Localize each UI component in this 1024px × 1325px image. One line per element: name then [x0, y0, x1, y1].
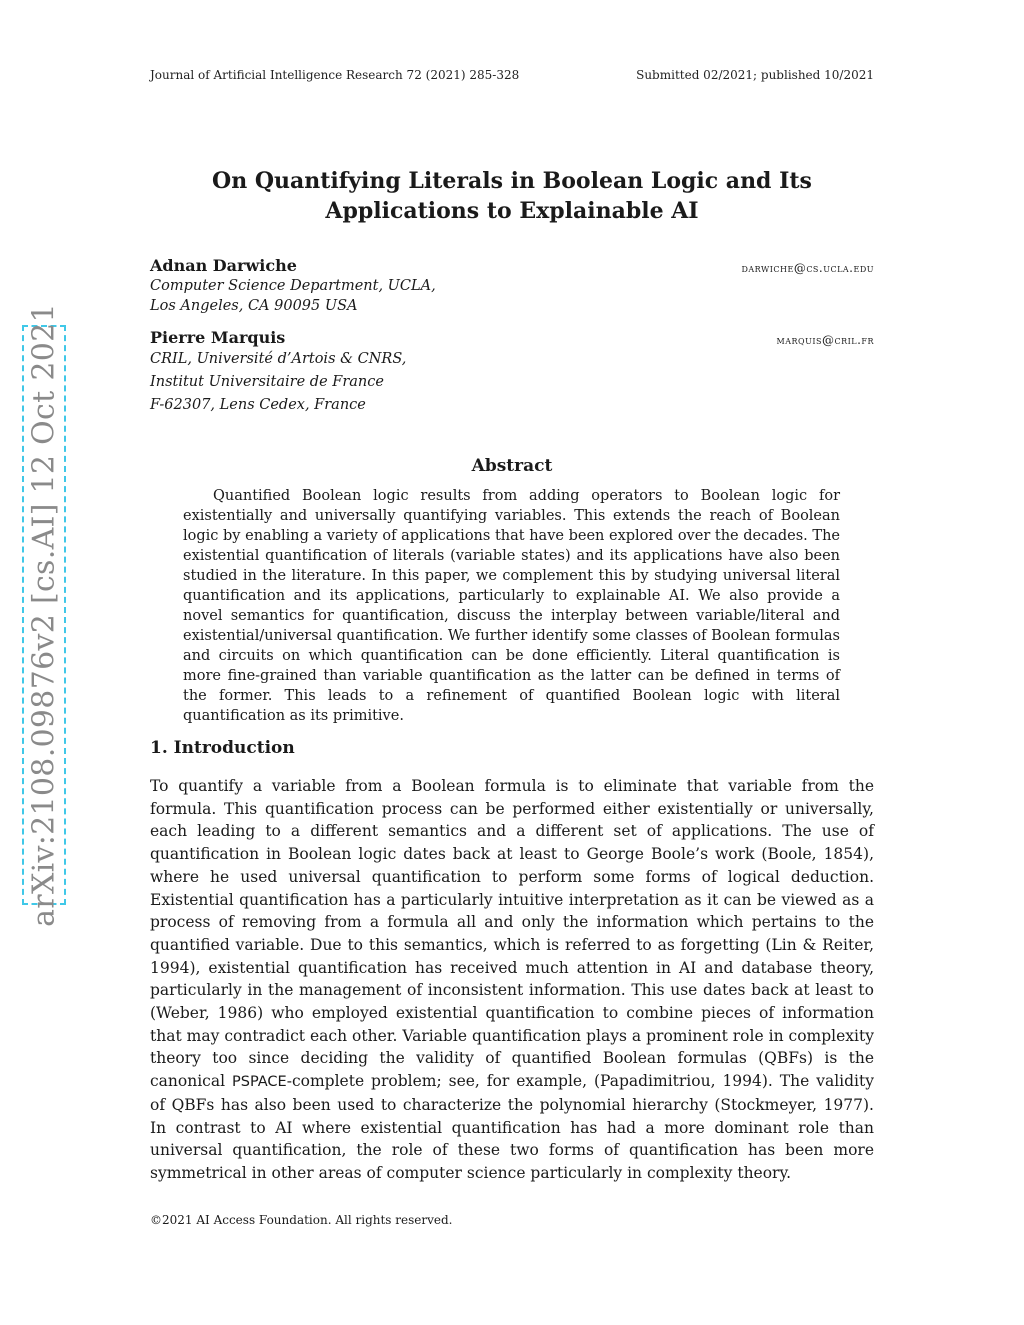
section-heading: 1. Introduction	[150, 738, 295, 758]
abstract-text: Quantified Boolean logic results from adding operators to Boolean logic for existentially and universally quantifying variables. This extends the reach of Boolean logic by enabling a variety of applications that have been explored over the decades. The existential quantification of literals (variable states) and its applications have also been studied in the literature. In this paper, we complement this by studying universal literal quantification and its applications, particularly to explainable AI. We also provide a novel semantics for quantification, discuss the interplay between variable/literal and existential/universal quantification. We further identify some classes of Boolean formulas and circuits on which quantification can be done efficiently. Literal quantification is more fine-grained than variable quantification as the latter can be defined in terms of the former. This leads to a refinement of quantified Boolean logic with literal quantification as its primitive.	[183, 488, 840, 724]
title-line-1: On Quantifying Literals in Boolean Logic and Its	[212, 168, 812, 194]
author-1	[150, 256, 874, 316]
paper-title	[150, 166, 874, 226]
pspace-term: PSPACE	[232, 1074, 287, 1091]
intro-text-part-1: To quantify a variable from a Boolean formula is to eliminate that variable from the formula. This quantification process can be performed either existentially or universally, each leading to a different semantics and a different set of applications. The use of quantification in Boolean logic dates back at least to George Boole’s work (Boole, 1854), where he used universal quantification to perform some forms of logical deduction. Existential quantification has a particularly intuitive interpretation as it can be viewed as a process of removing from a formula all and only the information which pertains to the quantified variable. Due to this semantics, which is referred to as forgetting (Lin & Reiter, 1994), existential quantification has received much attention in AI and database theory, particularly in the management of inconsistent information. This use dates back at least to (Weber, 1986) who employed existential quantification to combine pieces of information that may contradict each other. Variable quantification plays a prominent role in complexity theory too since deciding the validity of quantified Boolean formulas (QBFs) is the canonical	[150, 777, 874, 1091]
affiliation-line: F-62307, Lens Cedex, France	[150, 397, 366, 413]
title-line-2: Applications to Explainable AI	[325, 198, 699, 224]
running-header	[150, 68, 874, 82]
author-email[interactable]: darwiche@cs.ucla.edu	[741, 261, 874, 275]
arxiv-identifier[interactable]: arXiv:2108.09876v2 [cs.AI] 12 Oct 2021	[26, 303, 62, 927]
author-name: Adnan Darwiche	[150, 256, 297, 275]
author-name: Pierre Marquis	[150, 328, 286, 347]
affiliation-line: CRIL, Université d’Artois & CNRS,	[150, 351, 407, 367]
journal-citation: Journal of Artificial Intelligence Research 72 (2021) 285-328	[150, 68, 520, 82]
author-2	[150, 328, 874, 417]
abstract-heading: Abstract	[471, 456, 553, 476]
affiliation-line: Los Angeles, CA 90095 USA	[150, 298, 358, 314]
affiliation-line: Institut Universitaire de France	[150, 374, 384, 390]
affiliation-line: Computer Science Department, UCLA,	[150, 278, 436, 294]
intro-text-part-2: -complete problem; see, for example, (Papadimitriou, 1994). The validity of QBFs has also been used to characterize the polynomial hierarchy (Stockmeyer, 1977). In contrast to AI where existential quantification has had a more dominant role than universal quantification, the role of these two forms of quantification has been more symmetrical in other areas of computer science particularly in complexity theory.	[150, 1072, 874, 1182]
author-email[interactable]: marquis@cril.fr	[776, 333, 874, 347]
introduction-paragraph	[150, 775, 874, 1185]
submission-dates: Submitted 02/2021; published 10/2021	[636, 68, 874, 82]
copyright-footer: ©2021 AI Access Foundation. All rights reserved.	[150, 1213, 453, 1227]
